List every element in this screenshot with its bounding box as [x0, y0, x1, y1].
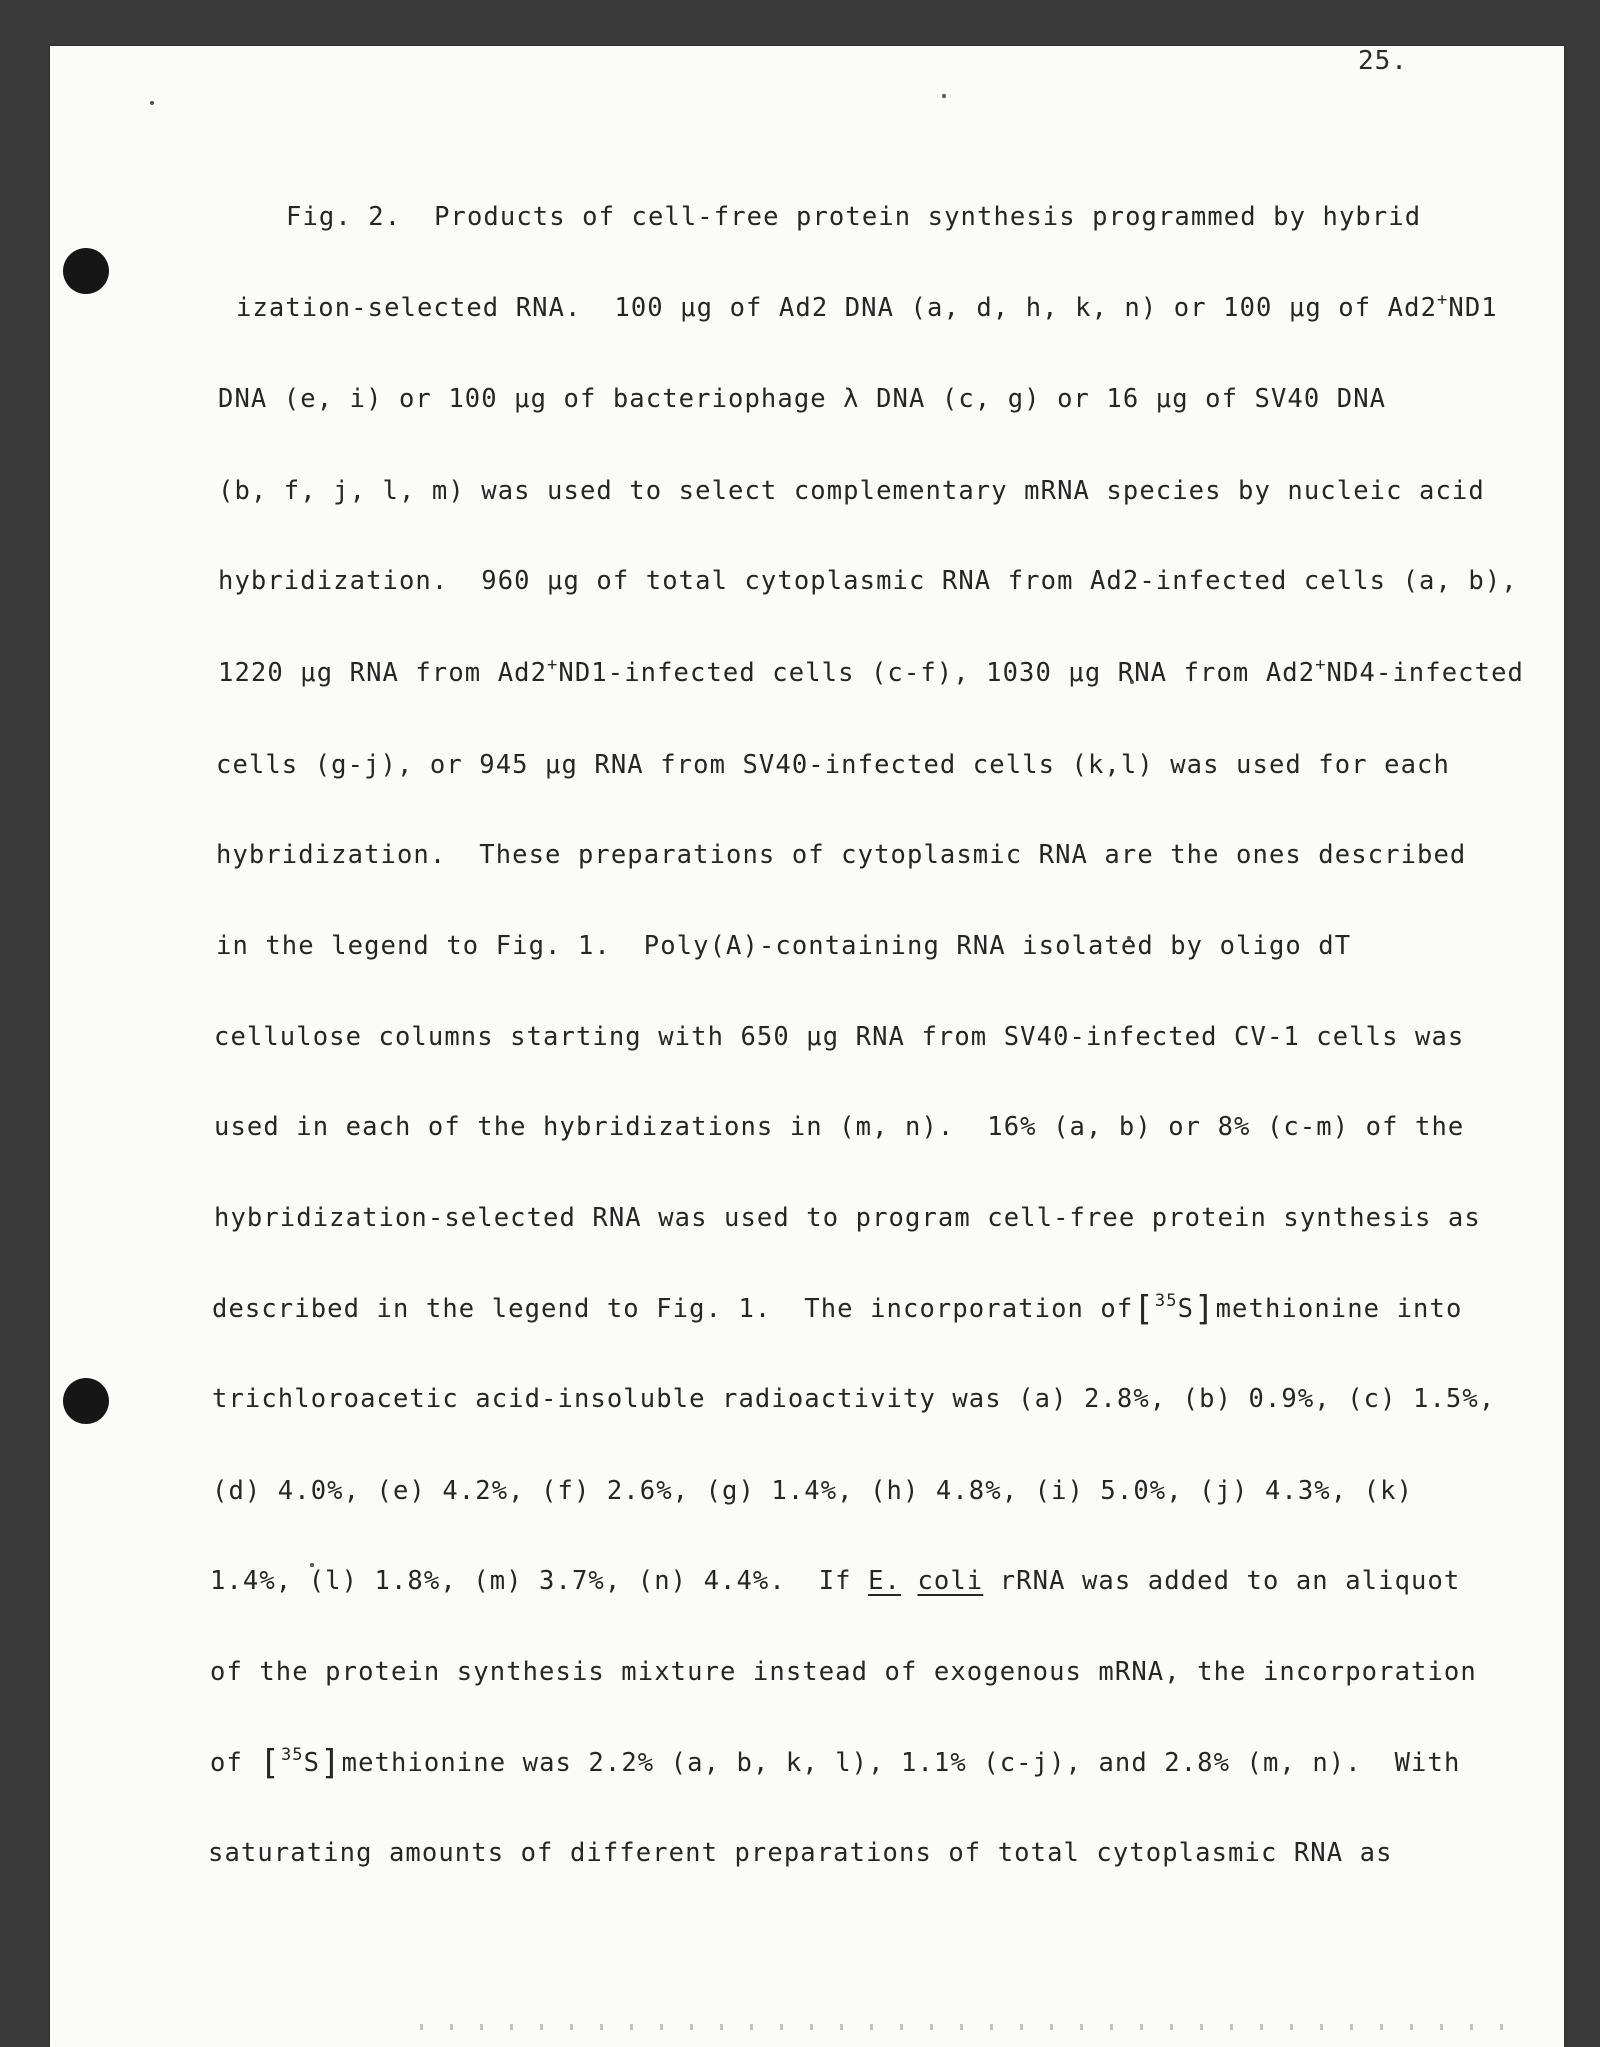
paper-speck	[942, 94, 946, 98]
binder-hole-top	[63, 248, 109, 294]
text-line-5: hybridization. 960 μg of total cytoplasmic RNA from Ad2-infected cells (a, b),	[218, 566, 1518, 596]
text-line-4: (b, f, j, l, m) was used to select complementary mRNA species by nucleic acid	[218, 476, 1485, 506]
text-line-2: ization-selected RNA. 100 μg of Ad2 DNA (a, d, h, k, n) or 100 μg of Ad2+ND1	[236, 290, 1498, 323]
text-line-19: saturating amounts of different preparations of total cytoplasmic RNA as	[208, 1838, 1393, 1868]
page-number: 25.	[1358, 46, 1408, 76]
text-line-6: 1220 μg RNA from Ad2+ND1-infected cells (c-f), 1030 μg RNA from Ad2+ND4-infected	[218, 655, 1524, 688]
text-line-14: trichloroacetic acid-insoluble radioactivity was (a) 2.8%, (b) 0.9%, (c) 1.5%,	[212, 1384, 1496, 1414]
text-line-11: used in each of the hybridizations in (m, n). 16% (a, b) or 8% (c-m) of the	[214, 1112, 1465, 1142]
document-page	[50, 46, 1564, 2047]
scan-edge-marks	[420, 2024, 1520, 2030]
binder-hole-bottom	[63, 1378, 109, 1424]
text-line-17: of the protein synthesis mixture instead of exogenous mRNA, the incorporation	[210, 1657, 1477, 1687]
paper-speck	[150, 101, 154, 105]
species-name-genus: E.	[868, 1566, 901, 1596]
text-line-15: (d) 4.0%, (e) 4.2%, (f) 2.6%, (g) 1.4%, (h) 4.8%, (i) 5.0%, (j) 4.3%, (k)	[212, 1476, 1414, 1506]
text-line-16: 1.4%, (l) 1.8%, (m) 3.7%, (n) 4.4%. If E. coli rRNA was added to an aliquot	[210, 1566, 1461, 1596]
text-line-18: of [$^{35}$S]methionine was 2.2% (a, b, k, l), 1.1% (c-j), and 2.8% (m, n). With	[210, 1743, 1461, 1783]
species-name-epithet: coli	[917, 1566, 984, 1596]
text-line-12: hybridization-selected RNA was used to program cell-free protein synthesis as	[214, 1203, 1481, 1233]
text-line-3: DNA (e, i) or 100 μg of bacteriophage λ DNA (c, g) or 16 μg of SV40 DNA	[218, 384, 1387, 414]
text-line-10: cellulose columns starting with 650 μg RNA from SV40-infected CV-1 cells was	[214, 1022, 1465, 1052]
text-line-13: described in the legend to Fig. 1. The incorporation of[$^{35}$S]methionine into	[212, 1289, 1463, 1329]
text-line-1: Fig. 2. Products of cell-free protein synthesis programmed by hybrid	[286, 202, 1422, 232]
text-line-7: cells (g-j), or 945 μg RNA from SV40-infected cells (k,l) was used for each	[216, 750, 1450, 780]
text-line-8: hybridization. These preparations of cytoplasmic RNA are the ones described	[216, 840, 1467, 870]
text-line-9: in the legend to Fig. 1. Poly(A)-containing RNA isolated by oligo dT	[216, 931, 1352, 961]
